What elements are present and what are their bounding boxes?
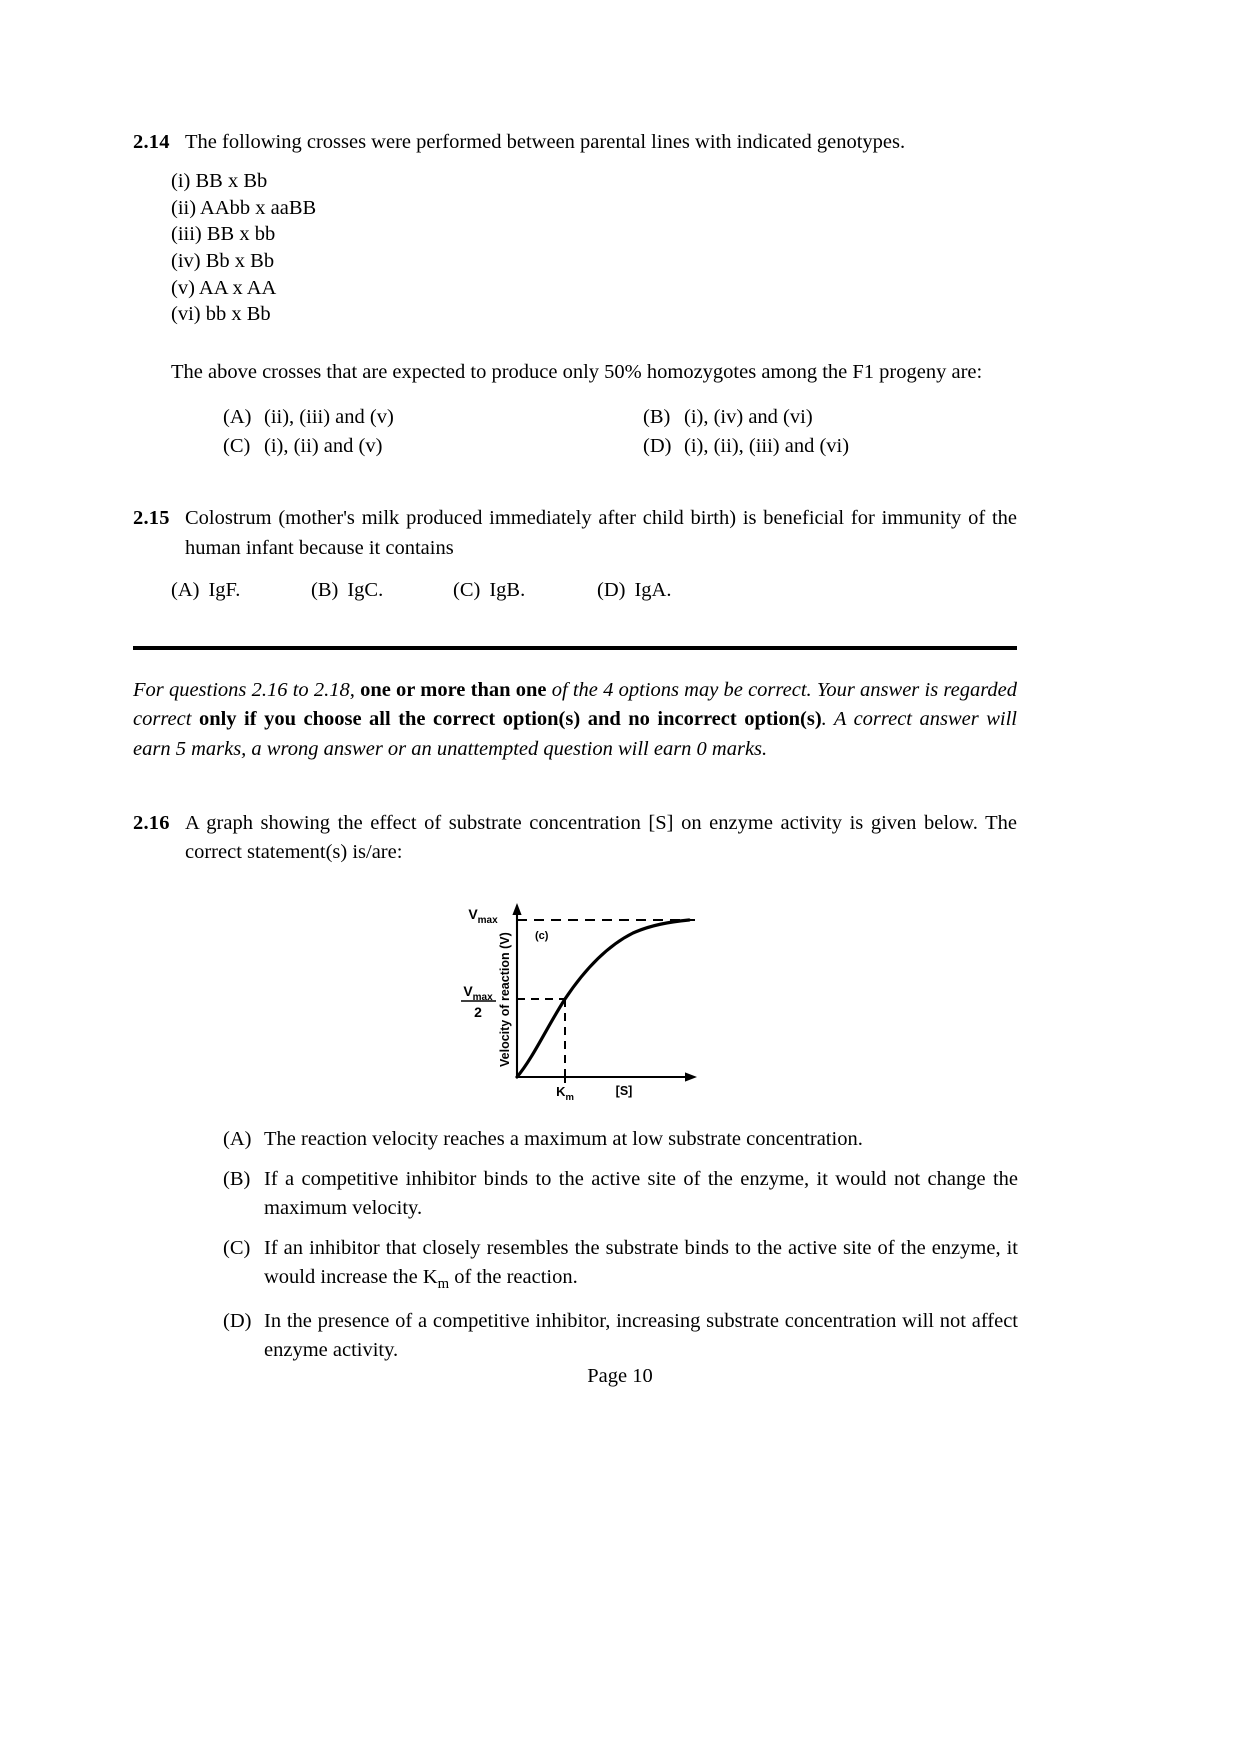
list-item: (iii) BB x bb: [171, 223, 276, 246]
page-content: [133, 128, 1017, 1376]
options-2-15: [171, 579, 1017, 602]
option-d[interactable]: [643, 432, 849, 461]
option-label: (D): [223, 1309, 252, 1332]
option-text-tail: of the reaction.: [449, 1266, 578, 1289]
option-d[interactable]: [223, 1307, 1018, 1365]
question-stem: The following crosses were performed between parental lines with indicated genotypes.: [185, 131, 906, 153]
option-label: (A): [223, 1128, 252, 1151]
page-footer: Page 10: [587, 1365, 653, 1387]
list-item: (ii) AAbb x aaBB: [171, 196, 317, 219]
michaelis-menten-plot-svg: [447, 895, 703, 1105]
option-label: (B): [223, 1168, 251, 1191]
option-text: (i), (ii) and (v): [264, 434, 383, 457]
option-text: IgC.: [347, 578, 384, 601]
figure-wrapper: [133, 895, 1017, 1105]
instructions-emphasis-2: only if you choose all the correct option(s) and no incorrect option(s): [198, 708, 822, 731]
option-b[interactable]: [643, 403, 813, 432]
enzyme-kinetics-chart: [447, 895, 703, 1105]
half-vmax-numerator-label: $V_{max}$: [463, 983, 493, 1004]
option-label: (D): [597, 578, 626, 601]
option-text: (i), (iv) and (vi): [684, 406, 813, 429]
option-a[interactable]: [223, 1125, 1018, 1154]
question-number: 2.16: [133, 811, 170, 834]
options-2-14: [223, 403, 1023, 460]
question-number: 2.15: [133, 507, 170, 530]
option-a[interactable]: [223, 403, 643, 432]
y-axis-arrowhead: [512, 903, 521, 915]
x-axis-arrowhead: [685, 1072, 697, 1081]
option-row: [223, 403, 1023, 432]
question-stem: A graph showing the effect of substrate concentration [S] on enzyme activity is given below. The correct statement(s) is/are:: [185, 811, 1017, 863]
options-2-16: [223, 1125, 1018, 1365]
option-label: (D): [643, 434, 672, 457]
km-tick-label: $K_m$: [556, 1084, 574, 1104]
cross-list: [171, 168, 1017, 328]
question-number: 2.14: [133, 131, 170, 153]
vmax-label: $V_{max}$: [468, 906, 498, 927]
option-label: (C): [223, 434, 251, 457]
option-c[interactable]: [453, 579, 597, 602]
question-stem: Colostrum (mother's milk produced immediately after child birth) is beneficial for immunity of the human infant because it contains: [185, 507, 1017, 559]
question-followup: The above crosses that are expected to produce only 50% homozygotes among the F1 progeny are:: [171, 360, 983, 383]
option-label: (B): [311, 578, 339, 601]
option-c[interactable]: [223, 1234, 1018, 1295]
option-label: (B): [643, 406, 671, 429]
instructions-part-5: . A correct answer will earn 5 marks, a wrong answer or an unattempted question will earn 0 marks.: [133, 708, 1017, 761]
option-text: (i), (ii), (iii) and (vi): [684, 434, 850, 457]
instructions-block: [133, 676, 1017, 765]
option-b[interactable]: [311, 579, 453, 602]
option-text: The reaction velocity reaches a maximum at low substrate concentration.: [264, 1128, 863, 1151]
option-label: (C): [223, 1237, 251, 1260]
list-item: (v) AA x AA: [171, 276, 277, 299]
question-2-14: [133, 128, 1017, 157]
option-row: [223, 432, 1023, 461]
option-label: (A): [223, 406, 252, 429]
option-text-c: [264, 1234, 1018, 1295]
instructions-part-1: For questions 2.16 to 2.18,: [133, 678, 355, 701]
saturation-curve: [517, 920, 689, 1077]
option-text: IgA.: [634, 578, 672, 601]
option-a[interactable]: [171, 579, 311, 602]
option-c[interactable]: [223, 432, 643, 461]
option-text: (ii), (iii) and (v): [264, 406, 394, 429]
option-label: (C): [453, 578, 481, 601]
list-item: (vi) bb x Bb: [171, 303, 271, 326]
list-item: (i) BB x Bb: [171, 170, 268, 193]
x-axis-title: [S]: [615, 1084, 633, 1099]
instructions-part-3: of the 4 options may be correct. Your answer is regarded correct: [133, 678, 1018, 731]
y-axis-title: Velocity of reaction (V): [498, 932, 512, 1068]
option-text: IgF.: [208, 578, 241, 601]
option-text: In the presence of a competitive inhibitor, increasing substrate concentration will not affect enzyme activity.: [264, 1309, 1018, 1361]
option-d[interactable]: [597, 579, 671, 602]
option-b[interactable]: [223, 1165, 1018, 1223]
question-2-16: [133, 809, 1017, 867]
instructions-emphasis-1: one or more than one: [360, 678, 547, 701]
option-text: If an inhibitor that closely resembles the substrate binds to the active site of the enzyme, it would increase the K: [264, 1237, 1018, 1289]
option-text: If a competitive inhibitor binds to the active site of the enzyme, it would not change the maximum velocity.: [264, 1168, 1018, 1220]
curve-annotation-label: (c): [535, 930, 549, 943]
km-subscript: m: [437, 1276, 450, 1293]
section-divider: [133, 646, 1017, 650]
half-vmax-denominator-label: 2: [474, 1004, 482, 1021]
option-label: (A): [171, 578, 200, 601]
list-item: (iv) Bb x Bb: [171, 250, 275, 273]
question-2-15: [133, 504, 1017, 562]
option-text: IgB.: [489, 578, 526, 601]
